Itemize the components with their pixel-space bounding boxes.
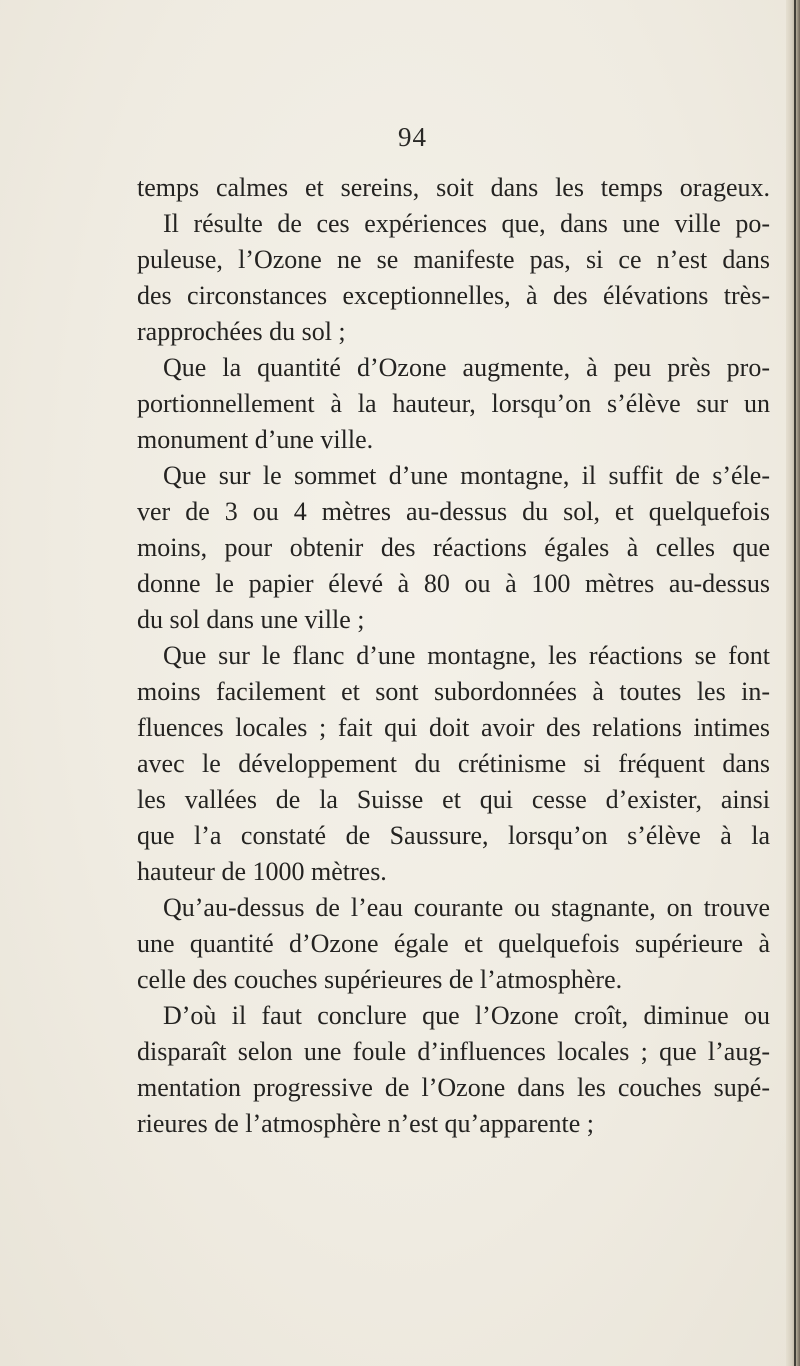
text-line: que l’a constaté de Saussure, lorsqu’on s’élève à la [137,821,770,850]
text-line: avec le développement du crétinisme si fréquent dans [137,749,770,778]
text-line: fluences locales ; fait qui doit avoir des relations intimes [137,713,770,742]
text-line: rieures de l’atmosphère n’est qu’apparente ; [137,1109,594,1138]
text-line: mentation progressive de l’Ozone dans les couches supé- [137,1073,770,1102]
text-line: disparaît selon une foule d’influences locales ; que l’aug- [137,1037,770,1066]
text-line: monument d’une ville. [137,425,374,454]
text-line: Il résulte de ces expériences que, dans une ville po- [163,209,770,238]
text-line: du sol dans une ville ; [137,605,365,634]
page-edge-shadow [786,0,800,1366]
text-line: une quantité d’Ozone égale et quelquefois supérieure à [137,929,770,958]
text-line: ver de 3 ou 4 mètres au-dessus du sol, et quelquefois [137,497,770,526]
text-line: moins facilement et sont subordonnées à toutes les in- [137,677,770,706]
page-binding-line [794,0,796,1366]
page-number: 94 [398,122,427,152]
text-line: Que la quantité d’Ozone augmente, à peu près pro- [163,353,770,382]
text-line: D’où il faut conclure que l’Ozone croît, diminue ou [163,1001,770,1030]
text-line: Que sur le flanc d’une montagne, les réactions se font [163,641,770,670]
text-line: celle des couches supérieures de l’atmosphère. [137,965,623,994]
text-line: puleuse, l’Ozone ne se manifeste pas, si ce n’est dans [137,245,770,274]
text-line: portionnellement à la hauteur, lorsqu’on s’élève sur un [137,389,770,418]
text-line: temps calmes et sereins, soit dans les temps orageux. [137,173,770,202]
text-line: Que sur le sommet d’une montagne, il suffit de s’éle- [163,461,770,490]
text-line: moins, pour obtenir des réactions égales à celles que [137,533,770,562]
text-line: des circonstances exceptionnelles, à des élévations très- [137,281,770,310]
text-line: Qu’au-dessus de l’eau courante ou stagnante, on trouve [163,893,770,922]
text-line: hauteur de 1000 mètres. [137,857,387,886]
text-line: donne le papier élevé à 80 ou à 100 mètres au-dessus [137,569,770,598]
text-line: les vallées de la Suisse et qui cesse d’exister, ainsi [137,785,770,814]
text-line: rapprochées du sol ; [137,317,346,346]
